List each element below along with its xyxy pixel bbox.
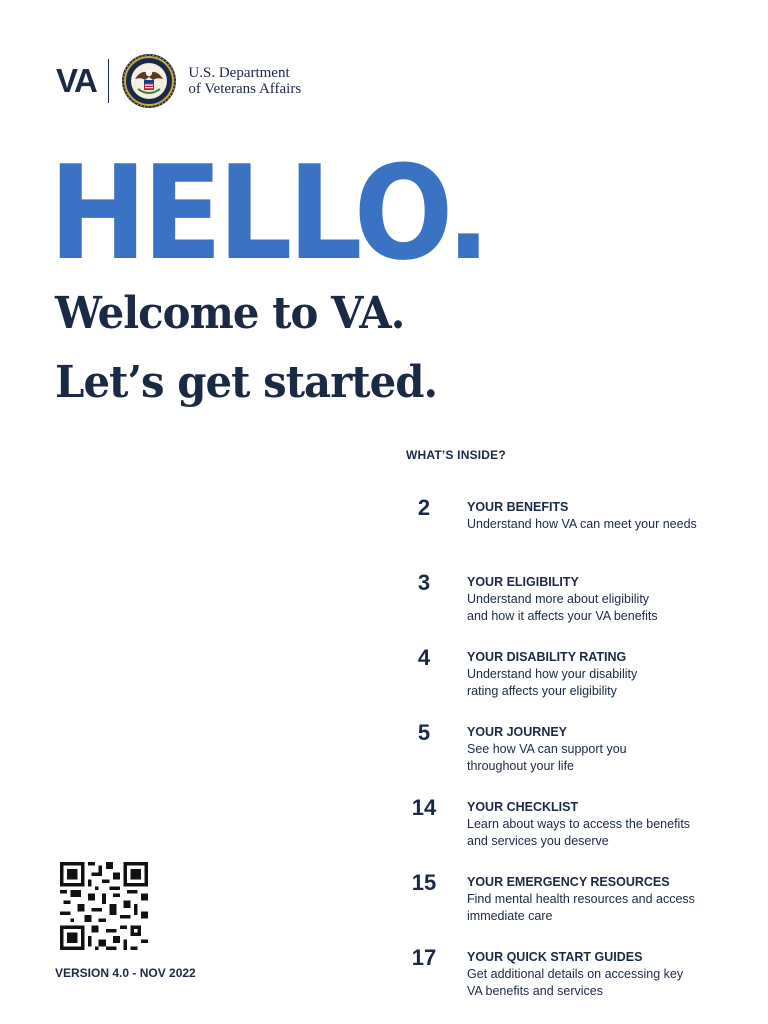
toc-item-journey — [404, 719, 734, 794]
toc-description-line-1: Understand how VA can meet your needs — [467, 517, 697, 531]
toc-description-line-2: and how it affects your VA benefits — [467, 609, 658, 623]
toc-page-number: 3 — [417, 570, 431, 595]
toc-item-eligibility — [404, 569, 734, 644]
toc-description-line-2: and services you deserve — [467, 834, 609, 848]
toc-description-line-2: rating affects your eligibility — [467, 684, 617, 698]
toc-page-number: 4 — [417, 645, 431, 670]
hello-headline: HELLO. — [49, 137, 487, 289]
toc-description-line-1: See how VA can support you — [467, 742, 627, 756]
department-line-1: U.S. Department — [188, 65, 290, 81]
department-name — [188, 65, 301, 97]
toc-text — [467, 649, 737, 700]
toc-item-disability-rating — [404, 644, 734, 719]
qr-code-icon — [60, 862, 148, 950]
toc-description-line-1: Learn about ways to access the benefits — [467, 817, 691, 831]
toc-text — [467, 874, 737, 925]
toc-title: YOUR ELIGIBILITY — [467, 575, 579, 589]
toc-description-line-2: throughout your life — [467, 759, 575, 773]
toc-title: YOUR EMERGENCY RESOURCES — [467, 875, 670, 889]
toc-title: YOUR DISABILITY RATING — [467, 650, 627, 664]
toc-title: YOUR JOURNEY — [467, 725, 568, 739]
toc-page-number: 14 — [411, 795, 437, 820]
va-wordmark: VA — [56, 62, 97, 99]
toc-text — [467, 949, 737, 1000]
table-of-contents — [404, 494, 734, 1019]
toc-text — [467, 799, 737, 850]
whats-inside-heading: WHAT’S INSIDE? — [406, 448, 506, 462]
toc-text — [467, 574, 737, 625]
version-label: VERSION 4.0 - NOV 2022 — [55, 966, 196, 980]
toc-page-number: 17 — [411, 945, 437, 970]
logo-divider — [108, 59, 109, 103]
toc-item-benefits — [404, 494, 734, 569]
department-line-2: of Veterans Affairs — [188, 81, 302, 97]
get-started-heading: Let’s get started. — [55, 357, 438, 408]
welcome-heading: Welcome to VA. — [55, 288, 405, 339]
toc-description-line-2: immediate care — [467, 909, 553, 923]
toc-description-line-2: VA benefits and services — [467, 984, 603, 998]
toc-item-checklist — [404, 794, 734, 869]
toc-description-line-1: Find mental health resources and access — [467, 892, 695, 906]
toc-description-line-1: Understand how your disability — [467, 667, 638, 681]
toc-text — [467, 499, 737, 533]
va-logo — [56, 52, 301, 110]
toc-page-number: 5 — [417, 720, 431, 745]
va-seal-icon — [121, 53, 177, 109]
toc-text — [467, 724, 737, 775]
toc-item-emergency-resources — [404, 869, 734, 944]
toc-title: YOUR QUICK START GUIDES — [467, 950, 643, 964]
toc-item-quick-start-guides — [404, 944, 734, 1019]
toc-description-line-1: Understand more about eligibility — [467, 592, 650, 606]
toc-page-number: 2 — [417, 495, 431, 520]
toc-title: YOUR BENEFITS — [467, 500, 569, 514]
toc-description-line-1: Get additional details on accessing key — [467, 967, 684, 981]
toc-page-number: 15 — [411, 870, 437, 895]
toc-title: YOUR CHECKLIST — [467, 800, 579, 814]
